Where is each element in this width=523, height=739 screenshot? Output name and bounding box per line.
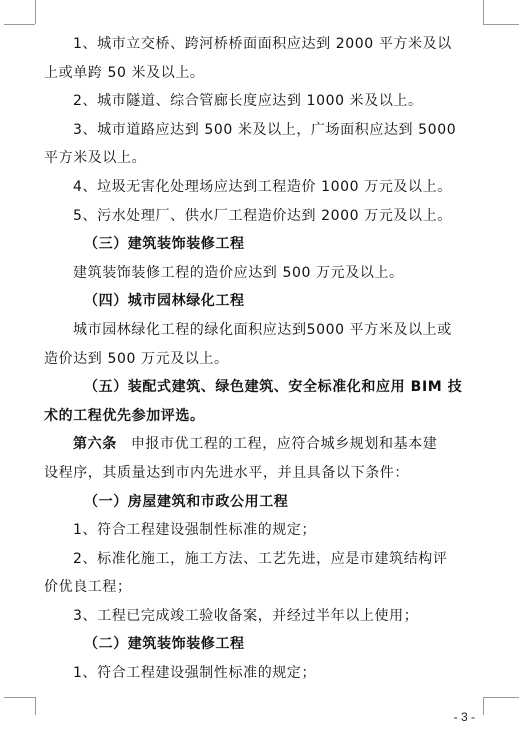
paragraph-line: 设程序，其质量达到市内先进水平，并且具备以下条件： (44, 464, 409, 481)
document-body (44, 30, 484, 688)
paragraph-line: 2、标准化施工，施工方法、工艺先进，应是市建筑结构评 (73, 550, 448, 567)
paragraph-line (44, 430, 484, 459)
crop-mark-bottom-left (4, 697, 35, 698)
page-number: - 3 - (453, 710, 475, 724)
paragraph-line: 城市园林绿化工程的绿化面积应达到5000 平方米及以上或 (73, 321, 452, 338)
paragraph-line: 上或单跨 50 米及以上。 (44, 64, 205, 81)
crop-mark-top-left (35, 0, 36, 24)
paragraph-line: 造价达到 500 万元及以上。 (44, 350, 229, 367)
paragraph-line: 1、符合工程建设强制性标准的规定； (73, 522, 317, 539)
paragraph-line: 1、符合工程建设强制性标准的规定； (73, 665, 317, 682)
article-number: 第六条 (73, 436, 117, 453)
crop-mark-top-left (4, 24, 35, 25)
paragraph-line: 价优良工程； (44, 579, 132, 596)
section-heading: （三）建筑装饰装修工程 (84, 236, 245, 253)
paragraph-line: 1、城市立交桥、跨河桥桥面面积应达到 2000 平方米及以 (73, 36, 452, 52)
crop-mark-top-right (483, 0, 484, 24)
crop-mark-bottom-right (483, 697, 484, 715)
article-text: 申报市优工程的工程，应符合城乡规划和基本建 (130, 436, 438, 453)
paragraph-line: 2、城市隧道、综合管廊长度应达到 1000 米及以上。 (73, 93, 423, 110)
section-heading: （五）装配式建筑、绿色建筑、安全标准化和应用 BIM 技 (84, 379, 463, 396)
section-heading: （二）建筑装饰装修工程 (84, 636, 245, 653)
paragraph-line: 3、工程已完成竣工验收备案，并经过半年以上使用； (73, 607, 419, 624)
crop-mark-top-right (483, 24, 519, 25)
paragraph-line: 4、垃圾无害化处理场应达到工程造价 1000 万元及以上。 (73, 178, 452, 195)
paragraph-line: 5、污水处理厂、供水厂工程造价达到 2000 万元及以上。 (73, 207, 452, 224)
section-heading: 术的工程优先参加评选。 (44, 407, 205, 424)
section-heading: （四）城市园林绿化工程 (84, 293, 245, 310)
crop-mark-bottom-right (483, 697, 519, 698)
paragraph-line: 3、城市道路应达到 500 米及以上，广场面积应达到 5000 (73, 121, 457, 138)
paragraph-line: 建筑装饰装修工程的造价应达到 500 万元及以上。 (73, 264, 404, 281)
crop-mark-bottom-left (35, 697, 36, 715)
paragraph-line: 平方米及以上。 (44, 150, 147, 167)
section-heading: （一）房屋建筑和市政公用工程 (84, 493, 289, 510)
